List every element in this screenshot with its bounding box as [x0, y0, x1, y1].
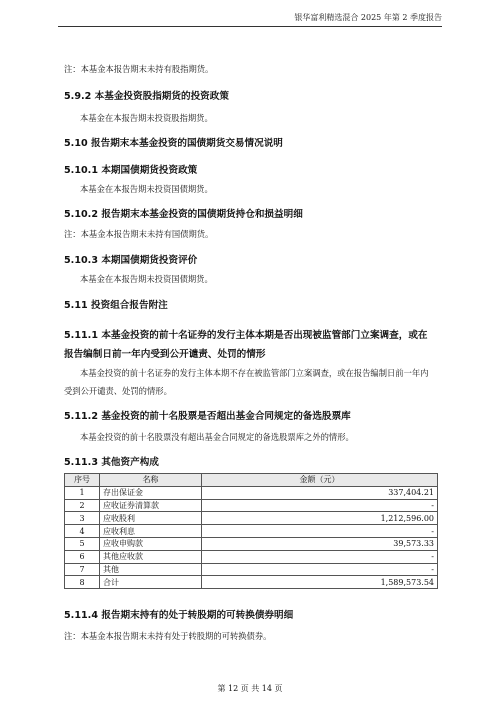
text-5-11-1: 本基金投资的前十名证券的发行主体本期不存在被监管部门立案调查，或在报告编制日前一年内受到公开谴责、处罚的情形。	[64, 368, 429, 396]
text-5-9-2: 本基金在本报告期未投资股指期货。	[80, 113, 213, 123]
row-amount: -	[202, 550, 438, 563]
text-5-10-2: 注：本基金本报告期末未持有国债期货。	[64, 229, 214, 239]
row-no: 3	[65, 512, 100, 525]
row-no: 6	[65, 550, 100, 563]
page-footer: 第 12 页 共 14 页	[217, 684, 283, 693]
row-name: 存出保证金	[100, 486, 202, 499]
row-name: 合计	[100, 576, 202, 589]
row-no: 7	[65, 563, 100, 576]
row-amount: -	[202, 563, 438, 576]
table-row	[65, 537, 438, 550]
row-name: 其他	[100, 563, 202, 576]
heading-5-11-4: 5.11.4 报告期末持有的处于转股期的可转换债券明细	[64, 610, 294, 621]
heading-5-11: 5.11 投资组合报告附注	[64, 300, 168, 311]
table-row	[65, 499, 438, 512]
text-5-11-4: 注：本基金本报告期末未持有处于转股期的可转换债券。	[64, 631, 272, 641]
row-name: 应收申购款	[100, 537, 202, 550]
heading-5-10-2: 5.10.2 报告期末本基金投资的国债期货持仓和损益明细	[64, 209, 303, 220]
row-no: 1	[65, 486, 100, 499]
text-5-10-3: 本基金在本报告期未投资国债期货。	[80, 274, 213, 284]
heading-5-11-2: 5.11.2 基金投资的前十名股票是否超出基金合同规定的备选股票库	[64, 411, 351, 422]
text-5-10-1: 本基金在本报告期未投资国债期货。	[80, 184, 213, 194]
table-row	[65, 525, 438, 538]
col-header-no: 序号	[65, 474, 100, 487]
heading-5-11-1: 5.11.1 本基金投资的前十名证券的发行主体本期是否出现被监管部门立案调查，或在报告编制日前一年内受到公开谴责、处罚的情形	[64, 330, 428, 360]
heading-5-10-3: 5.10.3 本期国债期货投资评价	[64, 255, 198, 266]
table-row	[65, 486, 438, 499]
table-header-row	[65, 474, 438, 487]
row-name: 应收利息	[100, 525, 202, 538]
row-amount: 1,212,596.00	[202, 512, 438, 525]
note-stock-index-futures: 注：本基金本报告期末未持有股指期货。	[64, 64, 214, 74]
row-no: 8	[65, 576, 100, 589]
table-row	[65, 512, 438, 525]
row-name: 应收股利	[100, 512, 202, 525]
other-assets-table	[64, 473, 438, 589]
col-header-amount: 金额（元）	[202, 474, 438, 487]
row-no: 5	[65, 537, 100, 550]
row-amount: 1,589,573.54	[202, 576, 438, 589]
row-amount: 39,573.33	[202, 537, 438, 550]
col-header-name: 名称	[100, 474, 202, 487]
row-no: 4	[65, 525, 100, 538]
page-header: 银华富利精选混合 2025 年第 2 季度报告	[294, 13, 442, 22]
text-5-11-2: 本基金投资的前十名股票没有超出基金合同规定的备选股票库之外的情形。	[80, 432, 354, 442]
table-row	[65, 563, 438, 576]
row-amount: 337,404.21	[202, 486, 438, 499]
table-row-total	[65, 576, 438, 589]
header-rule	[58, 26, 442, 27]
table-row	[65, 550, 438, 563]
row-name: 其他应收款	[100, 550, 202, 563]
row-name: 应收证券清算款	[100, 499, 202, 512]
row-no: 2	[65, 499, 100, 512]
heading-5-10: 5.10 报告期末本基金投资的国债期货交易情况说明	[64, 138, 283, 149]
row-amount: -	[202, 499, 438, 512]
heading-5-11-3: 5.11.3 其他资产构成	[64, 457, 159, 468]
row-amount: -	[202, 525, 438, 538]
heading-5-9-2: 5.9.2 本基金投资股指期货的投资政策	[64, 91, 229, 102]
heading-5-10-1: 5.10.1 本期国债期货投资政策	[64, 165, 198, 176]
